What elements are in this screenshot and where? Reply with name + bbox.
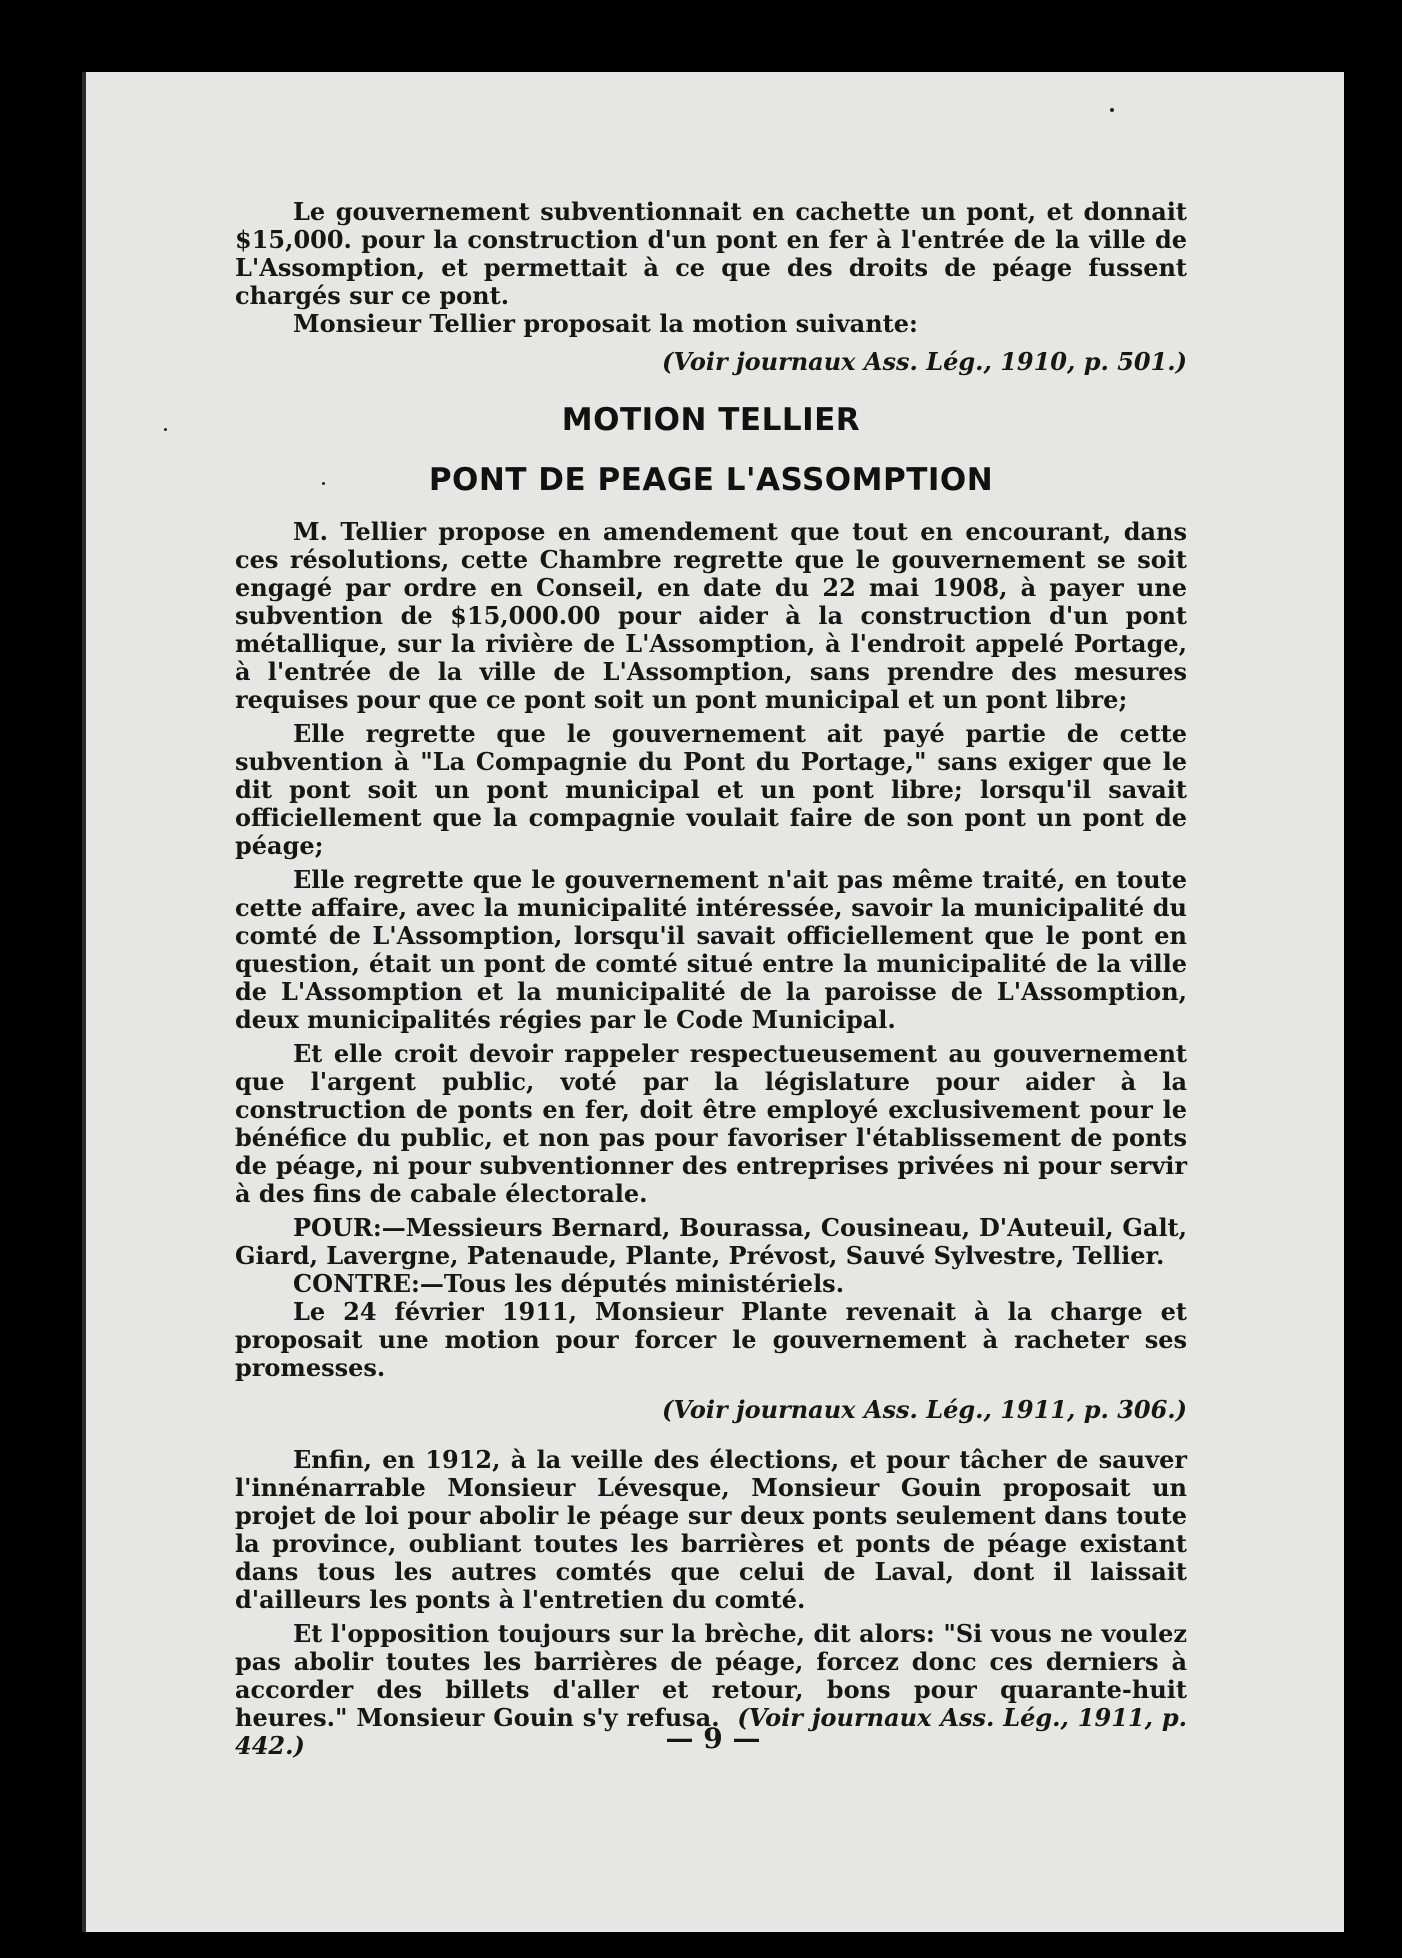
vote-for: POUR:—Messieurs Bernard, Bourassa, Cousineau, D'Auteuil, Galt, Giard, Lavergne, Patenaude, Plante, Prévost, Sauvé Sylvestre, Tellier. — [235, 1213, 1187, 1270]
paragraph: Le 24 février 1911, Monsieur Plante revenait à la charge et proposait une motion pour forcer le gouvernement à racheter ses promesses. — [235, 1297, 1187, 1382]
paragraph: Le gouvernement subventionnait en cachette un pont, et donnait $15,000. pour la construction d'un pont en fer à l'entrée de la ville de L'Assomption, et permettait à ce que des droits de péage fussent chargés sur ce pont. — [235, 197, 1187, 310]
dust-speck — [322, 482, 325, 485]
page-content — [235, 198, 1187, 1760]
motion-paragraph: Et elle croit devoir rappeler respectueusement au gouvernement que l'argent public, voté par la législature pour aider à la construction de ponts en fer, doit être employé exclusivement pour le bénéfice du public, et non pas pour favoriser l'établissement de ponts de péage, ni pour subventionner des entreprises privées ni pour servir à des fins de cabale électorale. — [235, 1039, 1187, 1208]
journal-reference: (Voir journaux Ass. Lég., 1910, p. 501.) — [662, 347, 1187, 376]
journal-reference: (Voir journaux Ass. Lég., 1911, p. 306.) — [662, 1395, 1187, 1424]
section-subheading: PONT DE PEAGE L'ASSOMPTION — [428, 462, 994, 498]
page-number: — 9 — — [665, 1722, 761, 1755]
vote-against: CONTRE:—Tous les députés ministériels. — [293, 1269, 845, 1298]
paragraph: Enfin, en 1912, à la veille des élections, et pour tâcher de sauver l'innénarrable Monsieur Lévesque, Monsieur Gouin proposait un projet de loi pour abolir le péage sur deux ponts seulement dans toute la province, oubliant toutes les barrières et ponts de péage existant dans tous les autres comtés que celui de Laval, dont il laissait d'ailleurs les ponts à l'entretien du comté. — [235, 1445, 1187, 1614]
dust-speck — [164, 428, 167, 431]
journal-reference-inline: (Voir journaux Ass. Lég., 1911, p. 442.) — [235, 1703, 1187, 1760]
motion-paragraph: Elle regrette que le gouvernement ait payé partie de cette subvention à "La Compagnie du Pont du Portage," sans exiger que le dit pont soit un pont municipal et un pont libre; lorsqu'il savait officiellement que la compagnie voulait faire de son pont un pont de péage; — [235, 719, 1187, 860]
paragraph-text: Et l'opposition toujours sur la brèche, dit alors: "Si vous ne voulez pas abolir toutes les barrières de péage, forcez donc ces derniers à accorder des billets d'aller et retour, bons pour quarante-huit heures." Monsieur Gouin s'y refusa. — [235, 1619, 1187, 1732]
motion-paragraph: M. Tellier propose en amendement que tout en encourant, dans ces résolutions, cette Chambre regrette que le gouvernement se soit engagé par ordre en Conseil, en date du 22 mai 1908, à payer une subvention de $15,000.00 pour aider à la construction d'un pont métallique, sur la rivière de L'Assomption, à l'endroit appelé Portage, à l'entrée de la ville de L'Assomption, sans prendre des mesures requises pour que ce pont soit un pont municipal et un pont libre; — [235, 517, 1187, 714]
scanned-page — [82, 72, 1344, 1932]
motion-paragraph: Elle regrette que le gouvernement n'ait pas même traité, en toute cette affaire, avec la municipalité intéressée, savoir la municipalité du comté de L'Assomption, lorsqu'il savait officiellement que le pont en question, était un pont de comté situé entre la municipalité de la ville de L'Assomption et la municipalité de la paroisse de L'Assomption, deux municipalités régies par le Code Municipal. — [235, 865, 1187, 1034]
paragraph: Monsieur Tellier proposait la motion suivante: — [293, 309, 918, 338]
section-heading: MOTION TELLIER — [561, 402, 861, 438]
dust-speck — [1110, 108, 1114, 112]
page-spine — [82, 72, 86, 1932]
